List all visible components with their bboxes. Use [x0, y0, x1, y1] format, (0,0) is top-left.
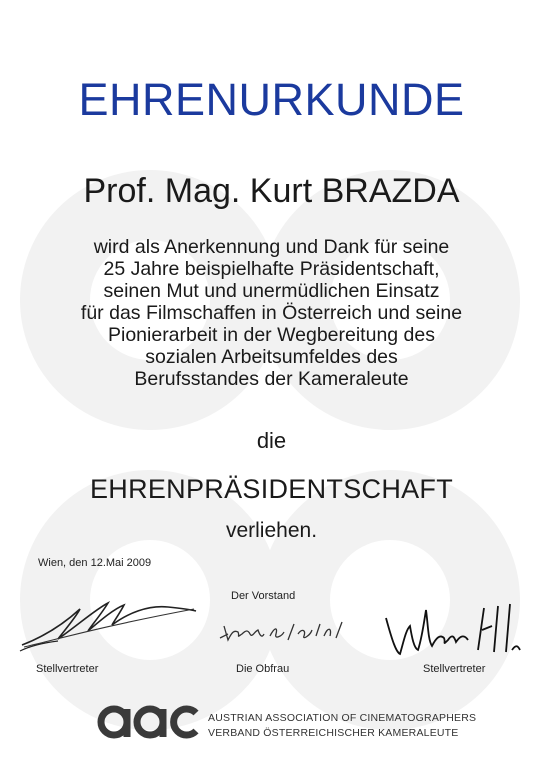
place-date: Wien, den 12.Mai 2009: [38, 557, 152, 569]
signature-center: [218, 612, 348, 648]
association-name-en: AUSTRIAN ASSOCIATION OF CINEMATOGRAPHERS: [208, 712, 477, 724]
citation-line: Berufsstandes der Kameraleute: [134, 368, 409, 390]
citation-line: sozialen Arbeitsumfeldes des: [145, 346, 398, 368]
certificate-title: EHRENURKUNDE: [78, 74, 465, 125]
association-name-de: VERBAND ÖSTERREICHISCHER KAMERALEUTE: [208, 727, 459, 739]
center-role: Die Obfrau: [236, 663, 290, 675]
honor-title: EHRENPRÄSIDENTSCHAFT: [89, 474, 454, 504]
recipient-name: Prof. Mag. Kurt BRAZDA: [83, 172, 460, 210]
citation-line: seinen Mut und unermüdlichen Einsatz: [103, 280, 440, 302]
left-role: Stellvertreter: [36, 663, 99, 675]
right-role: Stellvertreter: [423, 663, 486, 675]
signature-right: [382, 600, 522, 660]
board-label: Der Vorstand: [231, 590, 296, 602]
citation-text: [0, 236, 543, 390]
verb-text: verliehen.: [225, 519, 318, 542]
aac-logo-icon: [96, 701, 204, 743]
citation-line: Pionierarbeit in der Wegbereitung des: [107, 324, 435, 346]
signature-left: [18, 595, 198, 655]
article-text: die: [256, 428, 287, 453]
citation-line: 25 Jahre beispielhafte Präsidentschaft,: [103, 258, 440, 280]
citation-line: für das Filmschaffen in Österreich und seine: [80, 302, 463, 324]
citation-line: wird als Anerkennung und Dank für seine: [93, 236, 450, 258]
